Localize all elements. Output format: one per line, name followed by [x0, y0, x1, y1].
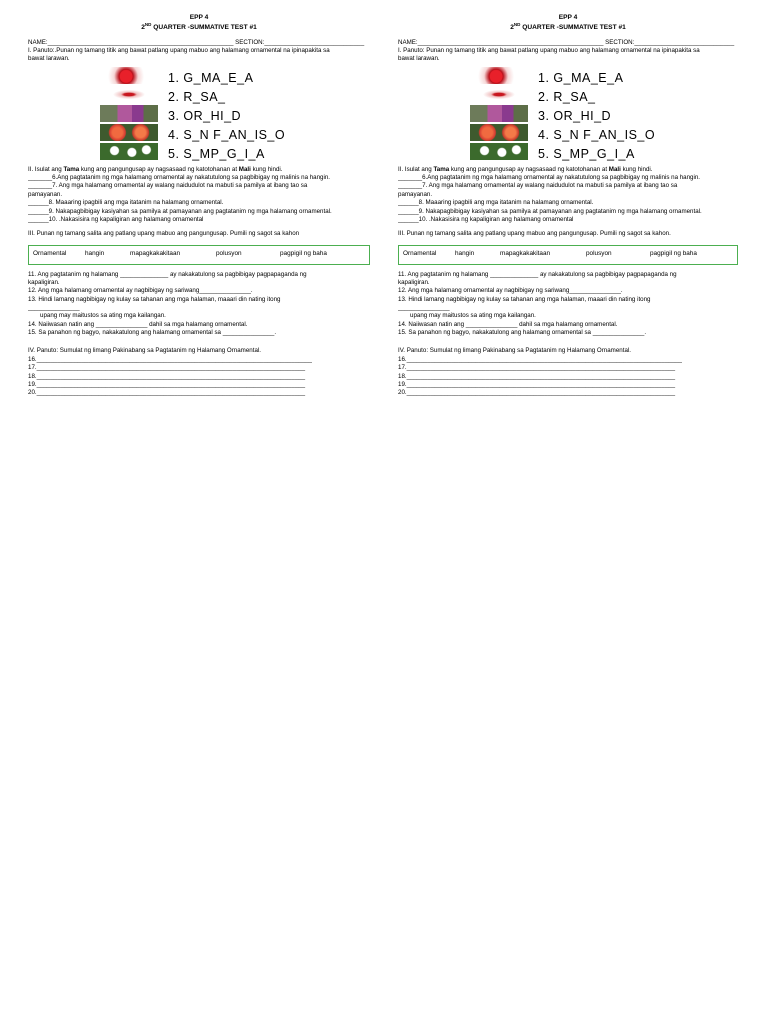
word-puzzle-4: 4. S_N F_AN_IS_O	[538, 127, 656, 142]
word-puzzle-5: 5. S_MP_G_I_A	[538, 146, 635, 161]
choice-5: pagpigil ng baha	[280, 250, 327, 258]
choice-5: pagpigil ng baha	[650, 250, 697, 258]
san-francisco-photo	[100, 124, 158, 141]
question-11-cont: kapaligiran.	[398, 278, 430, 286]
choice-1: Ornamental	[33, 250, 67, 258]
answer-line-19: 19.______________________________________________________________________________	[398, 380, 676, 388]
choices-box	[28, 245, 370, 265]
orchid-photo	[470, 105, 528, 122]
flower-image-block	[470, 67, 738, 164]
question-6: _______6.Ang pagtatanim ng mga halamang ornamental ay nakatutulong sa pagbibigay ng malinis na hangin.	[28, 174, 331, 182]
answer-line-18: 18.______________________________________________________________________________	[398, 372, 676, 380]
worksheet-page-left	[28, 14, 370, 398]
question-14: 14. Naiiwasan natin ang _______________ dahil sa mga halamang ornamental.	[28, 320, 248, 328]
word-puzzle-5: 5. S_MP_G_I_A	[168, 146, 265, 161]
question-11: 11. Ang pagtatanim ng halamang ______________ ay nakakatulong sa pagbibigay pagpapaganda ng	[28, 270, 307, 278]
answer-line-20: 20.______________________________________________________________________________	[398, 389, 676, 397]
part3-instructions: III. Punan ng tamang salita ang patlang upang mabuo ang pangungusap. Pumili ng sagot sa kahon	[28, 230, 300, 238]
question-8: ______8. Maaaring ipagbili ang mga itatanim na halamang ornamental.	[28, 199, 224, 207]
question-7-cont: pamayanan.	[28, 190, 63, 198]
worksheet-page-right	[398, 14, 738, 398]
choices-box	[398, 245, 738, 265]
sampaguita-photo	[470, 143, 528, 160]
gumamela-photo	[470, 67, 528, 84]
word-puzzle-2: 2. R_SA_	[538, 89, 596, 104]
header	[28, 14, 370, 33]
part4-instructions: IV. Panuto: Sumulat ng limang Pakinabang sa Pagtatanim ng Halamang Ornamental.	[28, 347, 261, 355]
subject-title: EPP 4	[558, 14, 578, 21]
question-10: ______10. .Nakasisira ng kapaligiran ang halamang ornamental	[398, 215, 574, 223]
choice-1: Ornamental	[403, 250, 437, 258]
question-13: 13. Hindi lamang nagbibigay ng kulay sa tahanan ang mga halaman, maaari din nating itong	[28, 295, 281, 303]
question-13-cont: upang may maitustos sa ating mga kailangan.	[410, 312, 536, 320]
question-6: _______6.Ang pagtatanim ng mga halamang ornamental ay nakatutulong sa pagbibigay ng malinis na hangin.	[398, 174, 701, 182]
question-15: 15. Sa panahon ng bagyo, nakakatulong ang halamang ornamental sa _______________.	[28, 329, 277, 337]
sampaguita-photo	[100, 143, 158, 160]
answer-line-18: 18.______________________________________________________________________________	[28, 372, 306, 380]
question-15: 15. Sa panahon ng bagyo, nakakatulong ang halamang ornamental sa _______________.	[398, 329, 647, 337]
subject-title: EPP 4	[189, 14, 209, 21]
san-francisco-photo	[470, 124, 528, 141]
question-12: 12. Ang mga halamang ornamental ay nagbibigay ng sariwang_______________.	[28, 287, 253, 295]
choice-3: mapagkakakitaan	[500, 250, 551, 258]
choice-2: hangin	[85, 250, 105, 258]
answer-line-19: 19.______________________________________________________________________________	[28, 380, 306, 388]
question-8: ______8. Maaaring ipagbili ang mga itatanim na halamang ornamental.	[398, 199, 594, 207]
header	[398, 14, 738, 33]
part4-instructions: IV. Panuto: Sumulat ng limang Pakinabang sa Pagtatanim ng Halamang Ornamental.	[398, 347, 631, 355]
test-title: 2ND QUARTER -SUMMATIVE TEST #1	[141, 22, 257, 32]
part1-instructions-cont: bawat larawan.	[28, 55, 70, 63]
name-section-line[interactable]: NAME:______________________________________________________ SECTION:_____________________________	[398, 38, 735, 46]
question-9: ______9. Nakapagbibigay kasiyahan sa pamilya at pamayanan ang pagtatanim ng mga halamang ornamental.	[28, 207, 332, 215]
word-puzzle-3: 3. OR_HI_D	[538, 108, 612, 123]
part2-instructions: II. Isulat ang Tama kung ang pangungusap ay nagsasaad ng katotohanan at Mali kung hindi.	[28, 165, 283, 173]
question-11-cont: kapaligiran.	[28, 278, 60, 286]
gumamela-photo	[100, 67, 158, 84]
word-puzzle-3: 3. OR_HI_D	[168, 108, 242, 123]
word-puzzle-4: 4. S_N F_AN_IS_O	[168, 127, 286, 142]
answer-line-17: 17.______________________________________________________________________________	[28, 364, 306, 372]
question-14: 14. Naiiwasan natin ang _______________ dahil sa mga halamang ornamental.	[398, 320, 618, 328]
choice-2: hangin	[455, 250, 475, 258]
flower-image-block	[100, 67, 370, 164]
part1-instructions: I. Panuto:.Punan ng tamang titik ang bawat patlang upang mabuo ang halamang ornamental na ipinapakita sa	[28, 47, 330, 55]
answer-line-16: 16.________________________________________________________________________________	[398, 355, 682, 363]
question-13-cont: upang may maitustos sa ating mga kailangan.	[40, 312, 166, 320]
question-10: ______10. .Nakasisira ng kapaligiran ang halamang ornamental	[28, 215, 204, 223]
part2-instructions: II. Isulat ang Tama kung ang pangungusap ay nagsasaad ng katotohanan at Mali kung hindi.	[398, 165, 653, 173]
choice-4: polusyon	[586, 250, 612, 258]
choice-4: polusyon	[216, 250, 242, 258]
choice-3: mapagkakakitaan	[130, 250, 181, 258]
part1-instructions-cont: bawat larawan.	[398, 55, 440, 63]
word-puzzle-1: 1. G_MA_E_A	[168, 70, 254, 85]
orchid-photo	[100, 105, 158, 122]
question-13: 13. Hindi lamang nagbibigay ng kulay sa tahanan ang mga halaman, maaari din nating itong	[398, 295, 651, 303]
name-section-line[interactable]: NAME:______________________________________________________ SECTION:_____________________________	[28, 38, 365, 46]
question-9: ______9. Nakapagbibigay kasiyahan sa pamilya at pamayanan ang pagtatanim ng mga halamang ornamental.	[398, 207, 702, 215]
answer-line-17: 17.______________________________________________________________________________	[398, 364, 676, 372]
question-13-blank: _______________	[28, 304, 80, 312]
answer-line-20: 20.______________________________________________________________________________	[28, 389, 306, 397]
rosal-photo	[100, 86, 158, 103]
question-7: _______7. Ang mga halamang ornamental ay walang naidudulot na mabuti sa pamilya at ibang tao sa	[398, 182, 678, 190]
question-11: 11. Ang pagtatanim ng halamang ______________ ay nakakatulong sa pagbibigay pagpapaganda ng	[398, 270, 677, 278]
question-12: 12. Ang mga halamang ornamental ay nagbibigay ng sariwang_______________.	[398, 287, 623, 295]
answer-line-16: 16.________________________________________________________________________________	[28, 355, 312, 363]
part1-instructions: I. Panuto: Punan ng tamang titik ang bawat patlang upang mabuo ang halamang ornamental na ipinapakita sa	[398, 47, 700, 55]
part3-instructions: III. Punan ng tamang salita ang patlang upang mabuo ang pangungusap. Pumili ng sagot sa kahon.	[398, 230, 671, 238]
question-7-cont: pamayanan.	[398, 190, 433, 198]
word-puzzle-2: 2. R_SA_	[168, 89, 226, 104]
word-puzzle-1: 1. G_MA_E_A	[538, 70, 624, 85]
rosal-photo	[470, 86, 528, 103]
test-title: 2ND QUARTER -SUMMATIVE TEST #1	[510, 22, 626, 32]
question-13-blank: _______________	[398, 304, 450, 312]
question-7: _______7. Ang mga halamang ornamental ay walang naidudulot na mabuti sa pamilya at ibang tao sa	[28, 182, 308, 190]
